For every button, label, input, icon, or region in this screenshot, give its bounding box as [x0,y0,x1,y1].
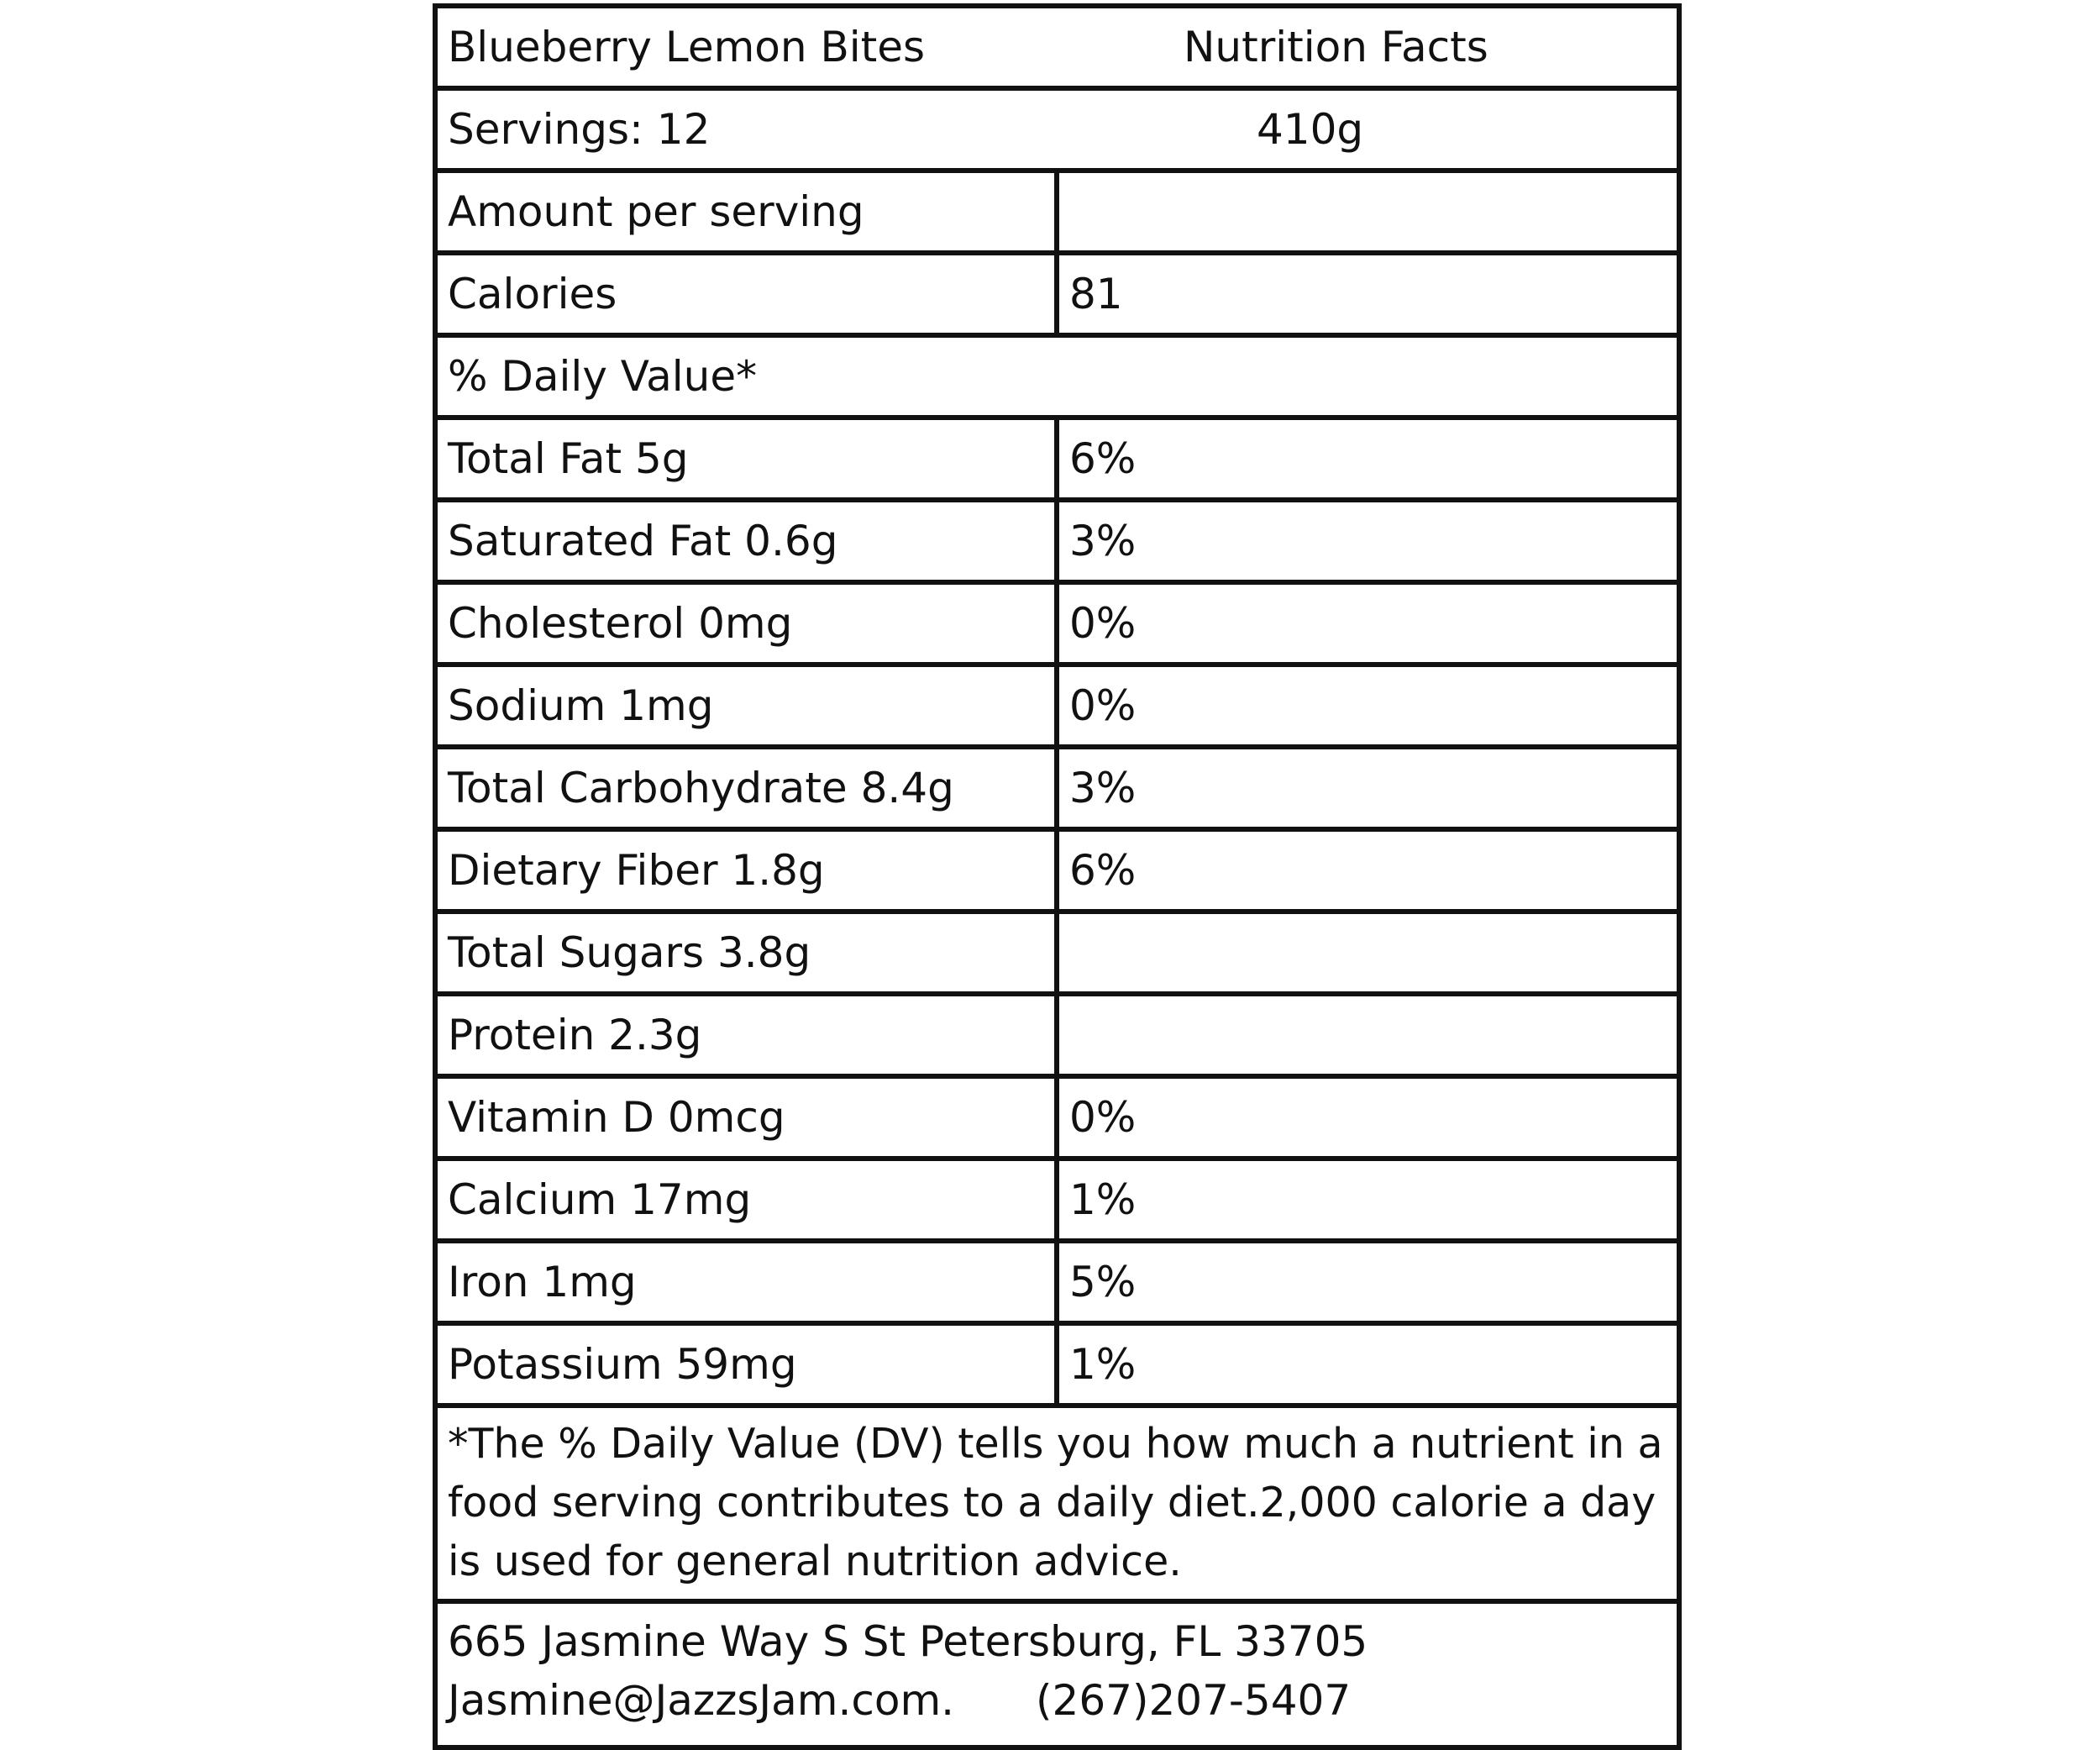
amount-blank [1059,173,1677,250]
nutrient-row [438,1161,1677,1243]
nutrient-row [438,667,1677,749]
nutrient-label: Protein 2.3g [438,996,1059,1074]
nutrient-row [438,1326,1677,1408]
nutrient-dv [1059,996,1677,1074]
product-name: Blueberry Lemon Bites [448,23,926,71]
address-line: 665 Jasmine Way S St Petersburg, FL 33705 [448,1617,1368,1666]
nutrient-label: Potassium 59mg [438,1326,1059,1403]
nutrient-label: Calcium 17mg [438,1161,1059,1238]
nutrient-dv: 0% [1069,1093,1137,1142]
nutrient-label: Dietary Fiber 1.8g [438,832,1059,909]
servings-row [438,91,1677,173]
nutrient-label: Sodium 1mg [438,667,1059,744]
contact-line [448,1671,1667,1730]
nutrient-row [438,749,1677,832]
nutrient-row [438,1243,1677,1326]
nutrient-row [438,585,1677,667]
daily-value-heading: % Daily Value* [448,352,758,401]
nutrient-row [438,996,1677,1079]
calories-label: Calories [438,255,1059,333]
phone-text: (267)207-5407 [1036,1676,1352,1725]
nutrient-dv: 5% [1069,1258,1137,1306]
email-text: Jasmine@JazzsJam.com. [448,1676,955,1725]
nutrient-dv: 6% [1069,846,1137,895]
nutrient-row [438,420,1677,502]
nutrient-dv: 1% [1069,1340,1137,1389]
daily-value-footnote: *The % Daily Value (DV) tells you how much a nutrient in a food serving contributes to a daily diet.2,000 calorie a day is used for general nutrition advice. [438,1408,1677,1604]
nutrient-dv: 3% [1069,517,1137,565]
nutrient-label: Saturated Fat 0.6g [438,502,1059,580]
nutrient-dv: 3% [1069,764,1137,812]
header-row [438,8,1677,91]
nutrient-label: Vitamin D 0mcg [438,1079,1059,1156]
servings-label: Servings: 12 [448,105,711,154]
nutrient-label: Cholesterol 0mg [438,585,1059,662]
nutrient-dv: 6% [1069,434,1137,483]
nutrient-row [438,502,1677,585]
nutrient-dv: 1% [1069,1175,1137,1224]
servings-weight: 410g [1257,105,1364,154]
nutrient-dv [1059,914,1677,991]
nutrient-label: Iron 1mg [438,1243,1059,1321]
nutrient-label: Total Carbohydrate 8.4g [438,749,1059,827]
calories-row [438,255,1677,338]
daily-value-row [438,338,1677,420]
label-title: Nutrition Facts [1184,23,1488,71]
nutrition-label [433,3,1682,1750]
amount-per-serving: Amount per serving [438,173,1059,250]
nutrient-row [438,1079,1677,1161]
nutrient-label: Total Fat 5g [438,420,1059,497]
calories-value: 81 [1069,270,1123,318]
nutrient-row [438,914,1677,996]
nutrient-row [438,832,1677,914]
nutrient-dv: 0% [1069,681,1137,730]
nutrient-label: Total Sugars 3.8g [438,914,1059,991]
nutrient-dv: 0% [1069,599,1137,648]
contact-block [438,1604,1677,1745]
amount-row [438,173,1677,255]
